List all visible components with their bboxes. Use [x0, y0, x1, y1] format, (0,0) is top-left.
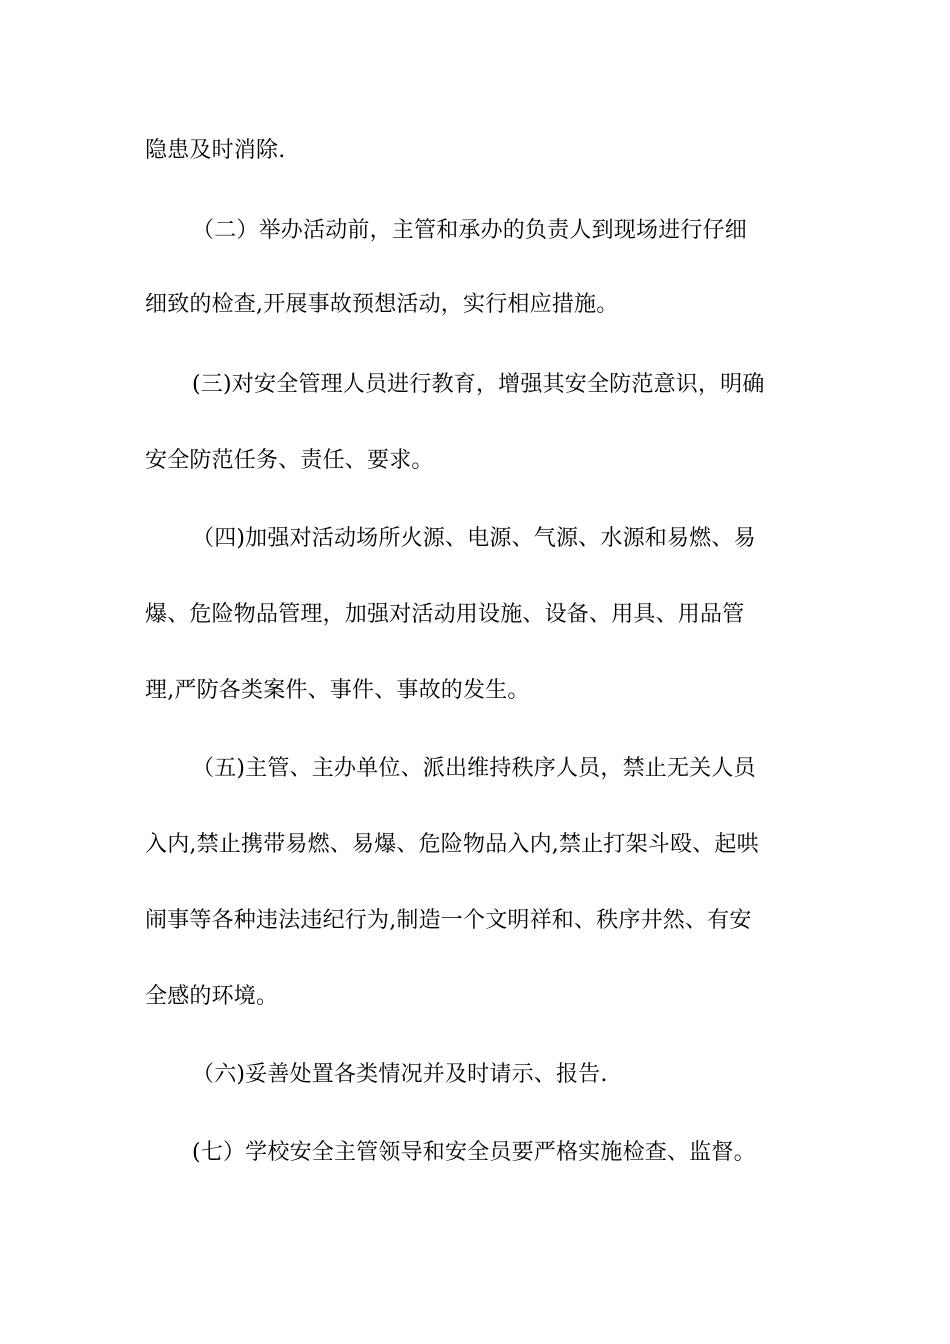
paragraph-2-line-2: 细致的检查,开展事故预想活动，实行相应措施。 — [145, 292, 619, 317]
paragraph-2-line-1: （二）举办活动前，主管和承办的负责人到现场进行仔细 — [192, 218, 748, 243]
paragraph-3-line-1: (三)对安全管理人员进行教育，增强其安全防范意识，明确 — [192, 372, 765, 397]
paragraph-6-line-1: （六)妥善处置各类情况并及时请示、报告. — [192, 1062, 608, 1087]
paragraph-5-line-3: 闹事等各种违法违纪行为,制造一个文明祥和、秩序井然、有安 — [145, 908, 752, 933]
paragraph-4-line-1: （四)加强对活动场所火源、电源、气源、水源和易燃、易 — [192, 526, 756, 551]
paragraph-5-line-1: （五)主管、主办单位、派出维持秩序人员，禁止无关人员 — [192, 756, 756, 781]
paragraph-4-line-2: 爆、危险物品管理，加强对活动用设施、设备、用具、用品管 — [145, 602, 745, 627]
paragraph-5-line-2: 入内,禁止携带易燃、易爆、危险物品入内,禁止打架斗殴、起哄 — [145, 832, 759, 857]
paragraph-1-line-1: 隐患及时消除. — [145, 138, 286, 163]
paragraph-5-line-4: 全感的环境。 — [145, 984, 279, 1009]
paragraph-3-line-2: 安全防范任务、责任、要求。 — [145, 448, 434, 473]
paragraph-4-line-3: 理,严防各类案件、事件、事故的发生。 — [145, 678, 530, 703]
paragraph-7-line-1: (七）学校安全主管领导和安全员要严格实施检查、监督。 — [192, 1140, 756, 1165]
